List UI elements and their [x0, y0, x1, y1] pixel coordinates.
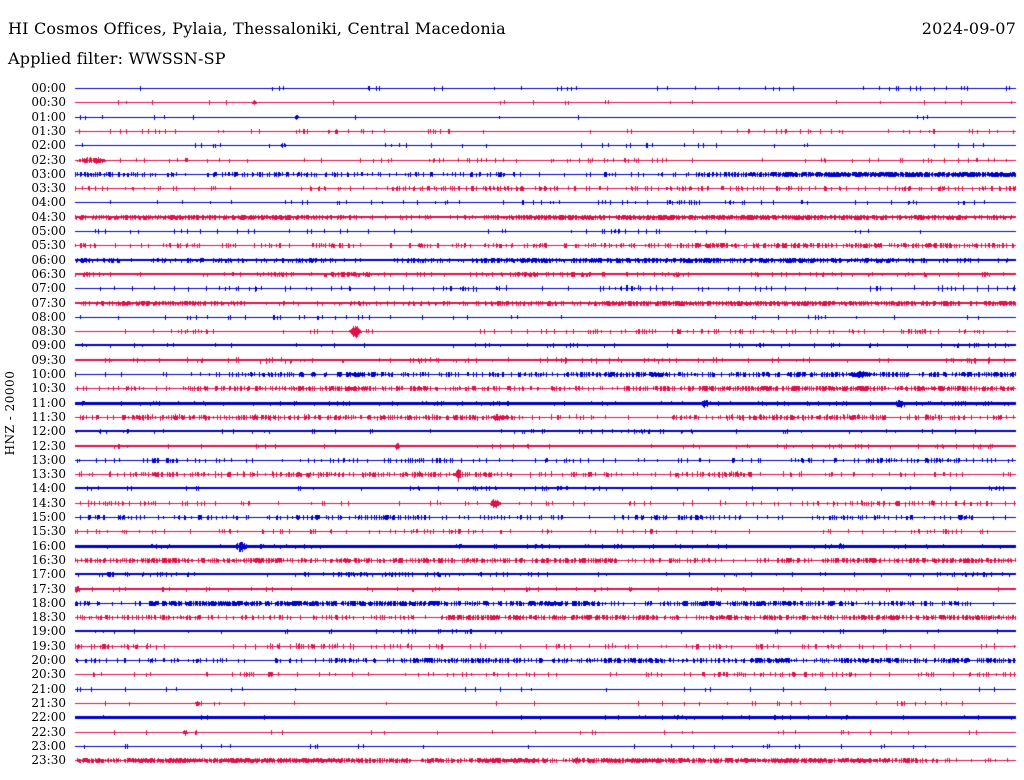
time-label: 14:30 — [31, 495, 66, 510]
time-label: 13:00 — [31, 452, 66, 467]
time-label: 02:00 — [31, 138, 66, 153]
time-label: 06:30 — [31, 266, 66, 281]
time-label: 07:00 — [31, 281, 66, 296]
time-label: 20:30 — [31, 667, 66, 682]
time-label: 15:00 — [31, 510, 66, 524]
time-label: 01:30 — [31, 123, 66, 138]
time-label: 13:30 — [31, 467, 66, 482]
time-label: 22:30 — [31, 724, 66, 739]
time-label: 17:30 — [31, 581, 66, 596]
time-label: 09:30 — [31, 352, 66, 367]
time-label: 21:00 — [31, 681, 66, 696]
time-label: 09:00 — [31, 338, 66, 353]
time-label: 12:30 — [31, 438, 66, 453]
time-label: 14:00 — [31, 481, 66, 496]
time-label: 08:00 — [31, 309, 66, 324]
time-label: 03:00 — [31, 166, 66, 181]
time-label: 18:00 — [31, 595, 66, 610]
time-label: 16:30 — [31, 552, 66, 567]
time-label: 01:00 — [31, 109, 66, 124]
time-label: 08:30 — [31, 324, 66, 339]
time-label: 10:00 — [31, 367, 66, 381]
time-label: 20:00 — [31, 653, 66, 667]
time-label: 19:30 — [31, 638, 66, 653]
time-label: 02:30 — [31, 152, 66, 167]
time-label: 03:30 — [31, 181, 66, 196]
time-label: 11:30 — [31, 409, 66, 424]
time-label: 23:00 — [31, 738, 66, 753]
time-label: 21:30 — [31, 695, 66, 710]
time-label: 05:00 — [31, 224, 66, 238]
time-label: 16:00 — [31, 538, 66, 553]
time-label: 00:00 — [31, 81, 66, 95]
time-label: 04:30 — [31, 209, 66, 224]
time-label: 18:30 — [31, 610, 66, 625]
time-label: 11:00 — [31, 395, 66, 410]
time-label: 15:30 — [31, 524, 66, 539]
time-label: 00:30 — [31, 95, 66, 110]
time-label: 19:00 — [31, 624, 66, 639]
time-label: 23:30 — [31, 753, 66, 768]
time-label: 12:00 — [31, 424, 66, 439]
time-label: 06:00 — [31, 252, 66, 267]
time-label: 05:30 — [31, 238, 66, 253]
time-label: 07:30 — [31, 295, 66, 310]
time-label: 17:00 — [31, 567, 66, 582]
time-label: 04:00 — [31, 195, 66, 210]
time-label: 10:30 — [31, 381, 66, 396]
time-label: 22:00 — [31, 710, 66, 725]
